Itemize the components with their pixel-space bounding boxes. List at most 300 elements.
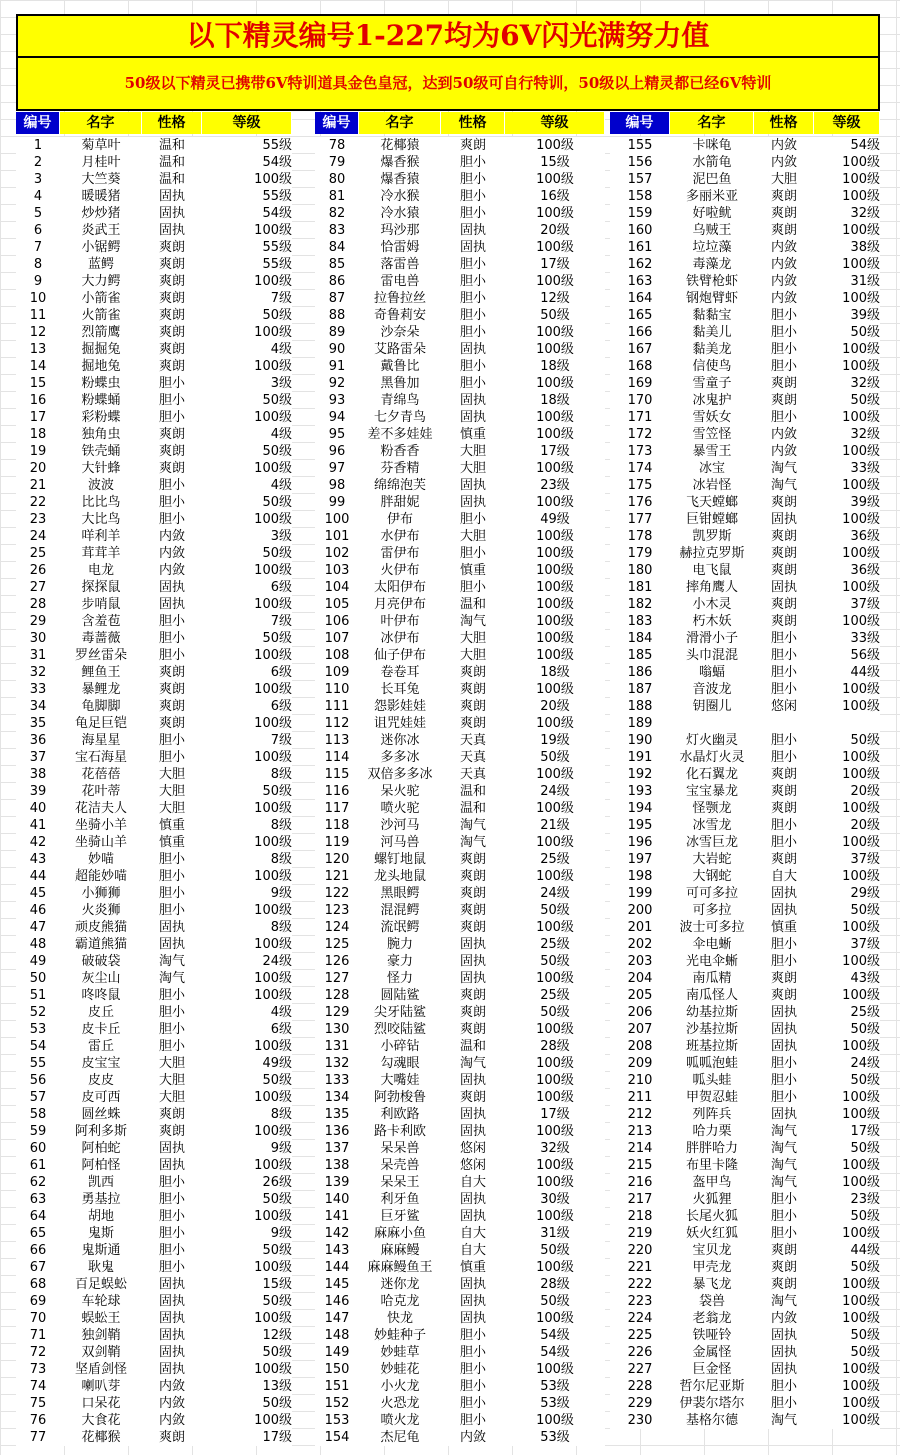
cell-nature: 爽朗 (770, 597, 797, 612)
cell-name: 垃垃藻 (692, 240, 732, 255)
cell-id: 32 (29, 665, 47, 680)
cell-id: 131 (324, 1039, 350, 1054)
table-row (16, 222, 292, 239)
cell-id: 45 (29, 886, 47, 901)
cell-id: 136 (324, 1124, 350, 1139)
cell-level: 50级 (850, 1260, 880, 1275)
cell-level: 100级 (536, 648, 574, 663)
cell-name: 铁臂枪虾 (685, 274, 738, 289)
cell-nature: 爽朗 (158, 699, 185, 714)
cell-name: 掘地兔 (81, 359, 121, 374)
cell-level: 100级 (254, 1311, 292, 1326)
cell-name: 钢炮臂虾 (685, 291, 738, 306)
table-row (315, 1123, 605, 1140)
cell-level: 100级 (254, 597, 292, 612)
cell-name: 百足蜈蚣 (74, 1277, 127, 1292)
cell-level: 50级 (850, 393, 880, 408)
table-row (315, 1276, 605, 1293)
cell-level: 37级 (850, 852, 880, 867)
cell-id: 47 (29, 920, 47, 935)
cell-name: 滑滑小子 (685, 631, 738, 646)
cell-nature: 胆小 (459, 291, 486, 306)
cell-nature: 固执 (158, 580, 185, 595)
cell-nature: 胆小 (158, 1039, 185, 1054)
cell-nature: 温和 (158, 172, 185, 187)
cell-name: 大钢蛇 (692, 869, 732, 884)
cell-nature: 胆小 (158, 1243, 185, 1258)
cell-id: 212 (627, 1107, 653, 1122)
cell-level: 100级 (842, 478, 880, 493)
cell-level: 100级 (842, 614, 880, 629)
cell-name: 妙喵 (87, 852, 114, 867)
cell-name: 雷丘 (87, 1039, 114, 1054)
cell-nature: 固执 (158, 920, 185, 935)
cell-level: 100级 (842, 410, 880, 425)
cell-nature: 爽朗 (459, 665, 486, 680)
cell-id: 36 (29, 733, 47, 748)
cell-name: 掘掘兔 (81, 342, 121, 357)
cell-nature: 固执 (158, 1294, 185, 1309)
cell-id: 93 (328, 393, 346, 408)
cell-name: 巨牙鲨 (380, 1209, 420, 1224)
cell-nature: 胆小 (459, 257, 486, 272)
cell-id: 174 (627, 461, 653, 476)
cell-level: 100级 (536, 716, 574, 731)
cell-name: 巨金怪 (692, 1362, 732, 1377)
cell-nature: 爽朗 (770, 1243, 797, 1258)
cell-id: 162 (627, 257, 653, 272)
cell-nature: 胆小 (158, 869, 185, 884)
table-row (315, 443, 605, 460)
cell-nature: 淘气 (770, 1124, 797, 1139)
cell-name: 黑眼鳄 (380, 886, 420, 901)
cell-level: 23级 (850, 1192, 880, 1207)
cell-name: 火恐龙 (380, 1396, 420, 1411)
cell-name: 胡地 (87, 1209, 114, 1224)
cell-name: 皮丘 (87, 1005, 114, 1020)
table-row (610, 732, 880, 749)
cell-name: 七夕青鸟 (373, 410, 426, 425)
cell-id: 31 (29, 648, 47, 663)
table-row (610, 1157, 880, 1174)
cell-id: 219 (627, 1226, 653, 1241)
cell-level: 25级 (540, 852, 570, 867)
cell-level: 100级 (254, 835, 292, 850)
cell-nature: 胆小 (158, 393, 185, 408)
header-nature: 性格 (754, 112, 814, 134)
cell-name: 圆丝蛛 (81, 1107, 121, 1122)
cell-nature: 淘气 (158, 971, 185, 986)
table-row (16, 783, 292, 800)
header-level: 等级 (505, 112, 605, 134)
table-row (610, 307, 880, 324)
cell-level: 36级 (850, 563, 880, 578)
table-row (315, 681, 605, 698)
cell-nature: 固执 (459, 1124, 486, 1139)
cell-id: 39 (29, 784, 47, 799)
cell-nature: 胆小 (158, 886, 185, 901)
cell-id: 69 (29, 1294, 47, 1309)
cell-nature: 固执 (158, 1277, 185, 1292)
cell-name: 双剑鞘 (81, 1345, 121, 1360)
cell-name: 胖胖哈力 (685, 1141, 738, 1156)
cell-nature: 内敛 (770, 274, 797, 289)
cell-nature: 胆小 (158, 1260, 185, 1275)
cell-level: 24级 (540, 784, 570, 799)
table-row (610, 205, 880, 222)
cell-name: 玛沙那 (380, 223, 420, 238)
cell-id: 13 (29, 342, 47, 357)
cell-level: 100级 (536, 172, 574, 187)
cell-nature: 慎重 (158, 818, 185, 833)
cell-name: 青绵鸟 (380, 393, 420, 408)
table-row (315, 1242, 605, 1259)
cell-level: 100级 (254, 1039, 292, 1054)
cell-name: 冰岩怪 (692, 478, 732, 493)
cell-level: 37级 (850, 937, 880, 952)
cell-level: 39级 (850, 308, 880, 323)
header-nature: 性格 (441, 112, 505, 134)
cell-level: 100级 (842, 750, 880, 765)
cell-nature: 内敛 (158, 1379, 185, 1394)
cell-nature: 固执 (770, 512, 797, 527)
cell-level: 29级 (850, 886, 880, 901)
cell-nature: 胆小 (158, 512, 185, 527)
cell-nature: 固执 (158, 1328, 185, 1343)
cell-id: 206 (627, 1005, 653, 1020)
cell-level: 43级 (850, 971, 880, 986)
cell-name: 妙蛙草 (380, 1345, 420, 1360)
cell-name: 黏美儿 (692, 325, 732, 340)
table-row (315, 273, 605, 290)
cell-name: 飞天螳螂 (685, 495, 738, 510)
cell-id: 103 (324, 563, 350, 578)
cell-nature: 固执 (459, 393, 486, 408)
table-row (315, 460, 605, 477)
cell-level: 50级 (262, 546, 292, 561)
cell-nature: 淘气 (770, 1175, 797, 1190)
table-row (16, 307, 292, 324)
table-row (610, 834, 880, 851)
table-row (16, 1259, 292, 1276)
cell-id: 2 (33, 155, 43, 170)
cell-nature: 大胆 (158, 1056, 185, 1071)
cell-name: 快龙 (386, 1311, 413, 1326)
cell-nature: 胆小 (158, 1022, 185, 1037)
table-row (315, 817, 605, 834)
cell-id: 147 (324, 1311, 350, 1326)
cell-name: 烈箭鹰 (81, 325, 121, 340)
cell-nature: 爽朗 (459, 1022, 486, 1037)
cell-nature: 胆小 (158, 1226, 185, 1241)
cell-id: 124 (324, 920, 350, 935)
cell-nature: 胆小 (158, 410, 185, 425)
cell-nature: 胆小 (158, 614, 185, 629)
table-row (16, 1191, 292, 1208)
table-row (16, 1395, 292, 1412)
cell-name: 勾魂眼 (380, 1056, 420, 1071)
cell-id: 7 (33, 240, 43, 255)
cell-level: 100级 (254, 1362, 292, 1377)
cell-name: 花洁夫人 (74, 801, 127, 816)
table-row (610, 1225, 880, 1242)
cell-name: 阿柏蛇 (81, 1141, 121, 1156)
cell-nature: 爽朗 (459, 886, 486, 901)
cell-name: 茸茸羊 (81, 546, 121, 561)
cell-nature: 爽朗 (459, 682, 486, 697)
cell-name: 妙蛙花 (380, 1362, 420, 1377)
cell-nature: 胆小 (158, 648, 185, 663)
table-row (16, 528, 292, 545)
cell-id: 68 (29, 1277, 47, 1292)
cell-nature: 固执 (459, 1073, 486, 1088)
cell-id: 196 (627, 835, 653, 850)
cell-nature: 固执 (770, 1328, 797, 1343)
table-row (315, 987, 605, 1004)
cell-name: 小箭雀 (81, 291, 121, 306)
table-row (315, 766, 605, 783)
cell-name: 呆壳兽 (380, 1158, 420, 1173)
cell-nature: 胆小 (158, 903, 185, 918)
cell-level: 50级 (262, 308, 292, 323)
cell-id: 197 (627, 852, 653, 867)
cell-name: 恰雷姆 (380, 240, 420, 255)
cell-name: 落雷兽 (380, 257, 420, 272)
cell-id: 228 (627, 1379, 653, 1394)
cell-level: 50级 (850, 733, 880, 748)
cell-level: 50级 (262, 1192, 292, 1207)
cell-nature: 爽朗 (770, 784, 797, 799)
table-row (315, 1174, 605, 1191)
table-row (315, 205, 605, 222)
cell-level: 21级 (540, 818, 570, 833)
table-row (315, 1021, 605, 1038)
table-row (16, 409, 292, 426)
cell-name: 冰伊布 (380, 631, 420, 646)
cell-name: 南瓜怪人 (685, 988, 738, 1003)
cell-name: 坐骑山羊 (74, 835, 127, 850)
cell-name: 伞电蜥 (692, 937, 732, 952)
cell-id: 165 (627, 308, 653, 323)
cell-level: 17级 (850, 1124, 880, 1139)
cell-level: 100级 (842, 920, 880, 935)
cell-nature: 爽朗 (770, 852, 797, 867)
table-row (610, 1293, 880, 1310)
cell-id: 76 (29, 1413, 47, 1428)
cell-level: 100级 (254, 410, 292, 425)
cell-level: 50级 (262, 1345, 292, 1360)
cell-name: 大岩蛇 (692, 852, 732, 867)
table-row (610, 273, 880, 290)
cell-level: 100级 (842, 1226, 880, 1241)
cell-level: 100级 (536, 427, 574, 442)
cell-level: 17级 (540, 1107, 570, 1122)
cell-id: 96 (328, 444, 346, 459)
table-row (16, 1004, 292, 1021)
cell-id: 78 (328, 138, 346, 153)
cell-level: 100级 (842, 954, 880, 969)
cell-level: 100级 (254, 274, 292, 289)
cell-nature: 爽朗 (770, 801, 797, 816)
table-row (610, 715, 880, 732)
cell-name: 布里卡隆 (685, 1158, 738, 1173)
cell-id: 84 (328, 240, 346, 255)
table-row (16, 698, 292, 715)
cell-level: 50级 (262, 444, 292, 459)
cell-level: 9级 (270, 1141, 292, 1156)
table-row (315, 851, 605, 868)
cell-name: 车轮球 (81, 1294, 121, 1309)
cell-name: 罗丝雷朵 (74, 648, 127, 663)
cell-name: 头巾混混 (685, 648, 738, 663)
cell-name: 怨影娃娃 (373, 699, 426, 714)
table-row (315, 307, 605, 324)
cell-name: 花叶蒂 (81, 784, 121, 799)
cell-level: 18级 (540, 665, 570, 680)
table-row (16, 1106, 292, 1123)
table-row (610, 528, 880, 545)
cell-level: 20级 (540, 699, 570, 714)
cell-name: 粉蝶虫 (81, 376, 121, 391)
cell-nature: 内敛 (770, 138, 797, 153)
cell-nature: 固执 (158, 597, 185, 612)
cell-level: 100级 (536, 580, 574, 595)
cell-name: 水箭龟 (692, 155, 732, 170)
table-row (16, 732, 292, 749)
cell-nature: 内敛 (158, 529, 185, 544)
table-row (16, 1429, 292, 1446)
cell-name: 幼基拉斯 (685, 1005, 738, 1020)
cell-nature: 大胆 (770, 172, 797, 187)
table-row (610, 443, 880, 460)
cell-id: 223 (627, 1294, 653, 1309)
table-row (610, 460, 880, 477)
cell-level: 3级 (270, 529, 292, 544)
cell-name: 老翁龙 (692, 1311, 732, 1326)
cell-nature: 固执 (158, 1362, 185, 1377)
table-row (610, 1123, 880, 1140)
table-row (610, 358, 880, 375)
cell-name: 海星星 (81, 733, 121, 748)
table-row (610, 171, 880, 188)
cell-id: 73 (29, 1362, 47, 1377)
cell-name: 电飞鼠 (692, 563, 732, 578)
cell-level: 100级 (842, 359, 880, 374)
table-row (610, 392, 880, 409)
table-row (315, 1259, 605, 1276)
cell-id: 171 (627, 410, 653, 425)
cell-id: 145 (324, 1277, 350, 1292)
cell-nature: 大胆 (459, 461, 486, 476)
table-row (16, 1208, 292, 1225)
cell-id: 169 (627, 376, 653, 391)
cell-id: 210 (627, 1073, 653, 1088)
cell-name: 钥圈儿 (692, 699, 732, 714)
cell-nature: 自大 (459, 1226, 486, 1241)
cell-nature: 慎重 (459, 427, 486, 442)
cell-nature: 大胆 (158, 767, 185, 782)
cell-level: 100级 (536, 869, 574, 884)
cell-name: 小碎钻 (380, 1039, 420, 1054)
cell-level: 8级 (270, 852, 292, 867)
cell-level: 50级 (262, 1294, 292, 1309)
cell-id: 4 (33, 189, 43, 204)
cell-level: 100级 (842, 1311, 880, 1326)
cell-nature: 爽朗 (459, 869, 486, 884)
cell-id: 28 (29, 597, 47, 612)
cell-name: 皮卡丘 (81, 1022, 121, 1037)
cell-id: 18 (29, 427, 47, 442)
cell-name: 南瓜精 (692, 971, 732, 986)
cell-id: 181 (627, 580, 653, 595)
cell-nature: 胆小 (459, 1362, 486, 1377)
cell-id: 80 (328, 172, 346, 187)
cell-id: 134 (324, 1090, 350, 1105)
table-row (315, 1327, 605, 1344)
cell-name: 阿勃梭鲁 (373, 1090, 426, 1105)
cell-name: 信使鸟 (692, 359, 732, 374)
cell-name: 步哨鼠 (81, 597, 121, 612)
cell-id: 132 (324, 1056, 350, 1071)
cell-name: 大食花 (81, 1413, 121, 1428)
cell-nature: 爽朗 (770, 376, 797, 391)
cell-level: 20级 (850, 784, 880, 799)
cell-name: 顽皮熊猫 (74, 920, 127, 935)
cell-level: 100级 (842, 1413, 880, 1428)
cell-nature: 胆小 (459, 512, 486, 527)
cell-name: 宝石海星 (74, 750, 127, 765)
cell-nature: 温和 (459, 801, 486, 816)
cell-nature: 爽朗 (158, 274, 185, 289)
table-row (315, 256, 605, 273)
cell-name: 妖火红狐 (685, 1226, 738, 1241)
cell-level: 100级 (254, 1090, 292, 1105)
cell-name: 喷火驼 (380, 801, 420, 816)
cell-nature: 固执 (459, 478, 486, 493)
table-row (610, 562, 880, 579)
cell-nature: 内敛 (770, 427, 797, 442)
cell-level: 55级 (262, 189, 292, 204)
cell-level: 100级 (254, 461, 292, 476)
cell-nature: 胆小 (158, 1175, 185, 1190)
table-row (315, 579, 605, 596)
cell-name: 嗡蝠 (698, 665, 725, 680)
table-row (315, 1038, 605, 1055)
cell-name: 河马兽 (380, 835, 420, 850)
table-row (16, 1174, 292, 1191)
cell-level: 100级 (842, 869, 880, 884)
table-row (16, 511, 292, 528)
table-row (610, 885, 880, 902)
cell-id: 29 (29, 614, 47, 629)
table-row (610, 800, 880, 817)
table-row (16, 1123, 292, 1140)
cell-nature: 胆小 (459, 172, 486, 187)
table-row (16, 1242, 292, 1259)
cell-nature: 固执 (158, 223, 185, 238)
table-row (16, 1276, 292, 1293)
cell-level: 25级 (540, 988, 570, 1003)
cell-name: 多多冰 (380, 750, 420, 765)
cell-id: 79 (328, 155, 346, 170)
table-row (610, 1344, 880, 1361)
table-row (610, 1055, 880, 1072)
cell-nature: 爽朗 (459, 699, 486, 714)
table-row (610, 681, 880, 698)
cell-id: 189 (627, 716, 653, 731)
cell-level: 100级 (536, 138, 574, 153)
cell-id: 161 (627, 240, 653, 255)
